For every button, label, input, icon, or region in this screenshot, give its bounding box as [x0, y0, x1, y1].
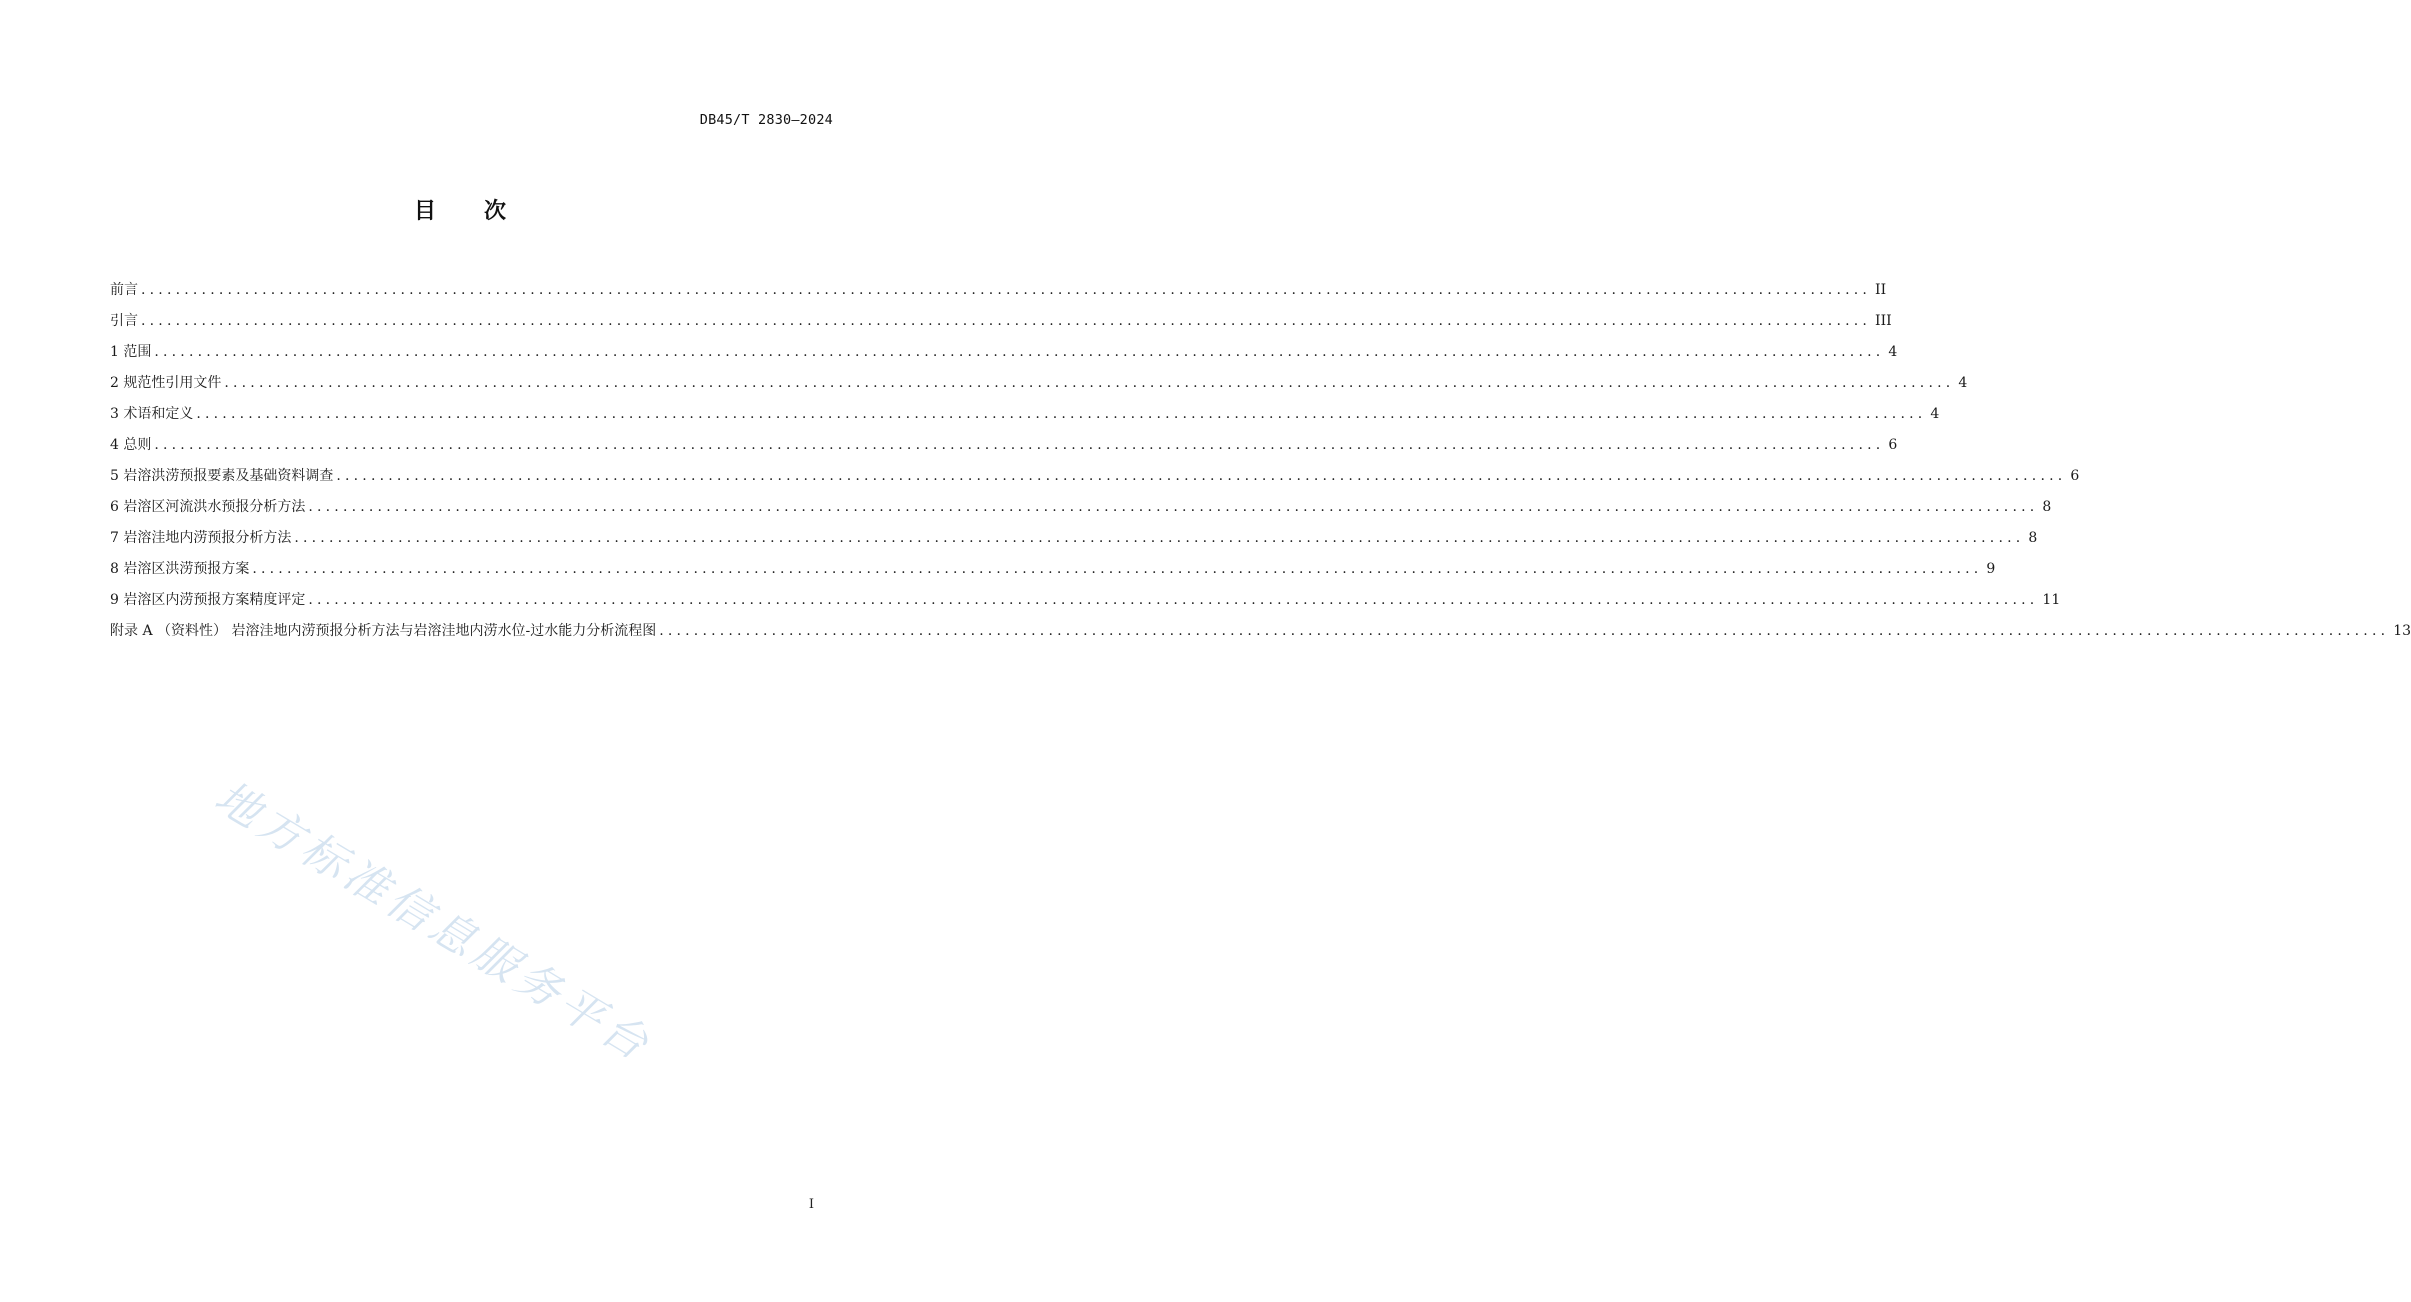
toc-entry-label: 7 岩溶洼地内涝预报分析方法: [110, 530, 292, 546]
toc-entry-page: II: [1875, 282, 1887, 298]
toc-entry-label: 9 岩溶区内涝预报方案精度评定: [110, 592, 306, 608]
toc-entry-page: 6: [2070, 468, 2080, 484]
toc-entry-label: 2 规范性引用文件: [110, 375, 222, 391]
toc-entry-label: 4 总则: [110, 437, 152, 453]
toc-entry-page: 4: [1930, 406, 1940, 422]
toc-entry-foreword[interactable]: [110, 279, 1887, 310]
toc-entry-normative-references[interactable]: [110, 372, 1968, 403]
toc-entry-label: 5 岩溶洪涝预报要素及基础资料调查: [110, 468, 334, 484]
toc-entry-label: 附录 A （资料性） 岩溶洼地内涝预报分析方法与岩溶洼地内涝水位-过水能力分析流程图: [110, 623, 657, 639]
toc-entry-label: 6 岩溶区河流洪水预报分析方法: [110, 499, 306, 515]
toc-entry-scope[interactable]: [110, 341, 1898, 372]
toc-dot-leader: ........................................................................................................................................................................................................: [252, 561, 1983, 577]
toc-dot-leader: ........................................................................................................................................................................................................: [336, 468, 2067, 484]
toc-entry-section-9[interactable]: [110, 589, 2061, 620]
toc-entry-appendix-a[interactable]: [110, 620, 2411, 651]
toc-entry-page: 4: [1888, 344, 1898, 360]
toc-dot-leader: ........................................................................................................................................................................................................: [154, 437, 1885, 453]
toc-dot-leader: ........................................................................................................................................................................................................: [294, 530, 2025, 546]
toc-dot-leader: ........................................................................................................................................................................................................: [308, 592, 2039, 608]
toc-entry-page: 8: [2042, 499, 2052, 515]
toc-dot-leader: ........................................................................................................................................................................................................: [659, 623, 2390, 639]
toc-title-char: 次: [484, 199, 507, 224]
page-number: I: [808, 1197, 814, 1212]
toc-title: [0, 194, 920, 225]
toc-entry-label: 1 范围: [110, 344, 152, 360]
toc-entry-label: 引言: [110, 313, 138, 329]
toc-entry-label: 3 术语和定义: [110, 406, 194, 422]
toc-entry-introduction[interactable]: [110, 310, 1892, 341]
toc-entry-section-8[interactable]: [110, 558, 1996, 589]
toc-entry-page: 4: [1958, 375, 1968, 391]
toc-dot-leader: ........................................................................................................................................................................................................: [141, 313, 1872, 329]
watermark: 地方标准信息服务平台: [206, 771, 661, 1073]
toc-dot-leader: ........................................................................................................................................................................................................: [196, 406, 1927, 422]
toc-entry-general[interactable]: [110, 434, 1898, 465]
toc-entry-page: 13: [2393, 623, 2411, 639]
toc-list: [110, 279, 2411, 651]
toc-dot-leader: ........................................................................................................................................................................................................: [308, 499, 2039, 515]
toc-entry-section-7[interactable]: [110, 527, 2038, 558]
toc-entry-terms[interactable]: [110, 403, 1940, 434]
toc-entry-label: 8 岩溶区洪涝预报方案: [110, 561, 250, 577]
toc-title-char: 目: [413, 199, 436, 224]
toc-entry-page: III: [1875, 313, 1892, 329]
toc-dot-leader: ........................................................................................................................................................................................................: [154, 344, 1885, 360]
toc-entry-label: 前言: [110, 282, 138, 298]
toc-dot-leader: ........................................................................................................................................................................................................: [141, 282, 1872, 298]
toc-dot-leader: ........................................................................................................................................................................................................: [224, 375, 1955, 391]
toc-entry-page: 8: [2028, 530, 2038, 546]
toc-entry-page: 9: [1986, 561, 1996, 577]
toc-entry-page: 11: [2042, 592, 2061, 608]
toc-entry-section-6[interactable]: [110, 496, 2052, 527]
document-code: DB45/T 2830—2024: [699, 112, 833, 128]
toc-entry-page: 6: [1888, 437, 1898, 453]
toc-entry-section-5[interactable]: [110, 465, 2080, 496]
